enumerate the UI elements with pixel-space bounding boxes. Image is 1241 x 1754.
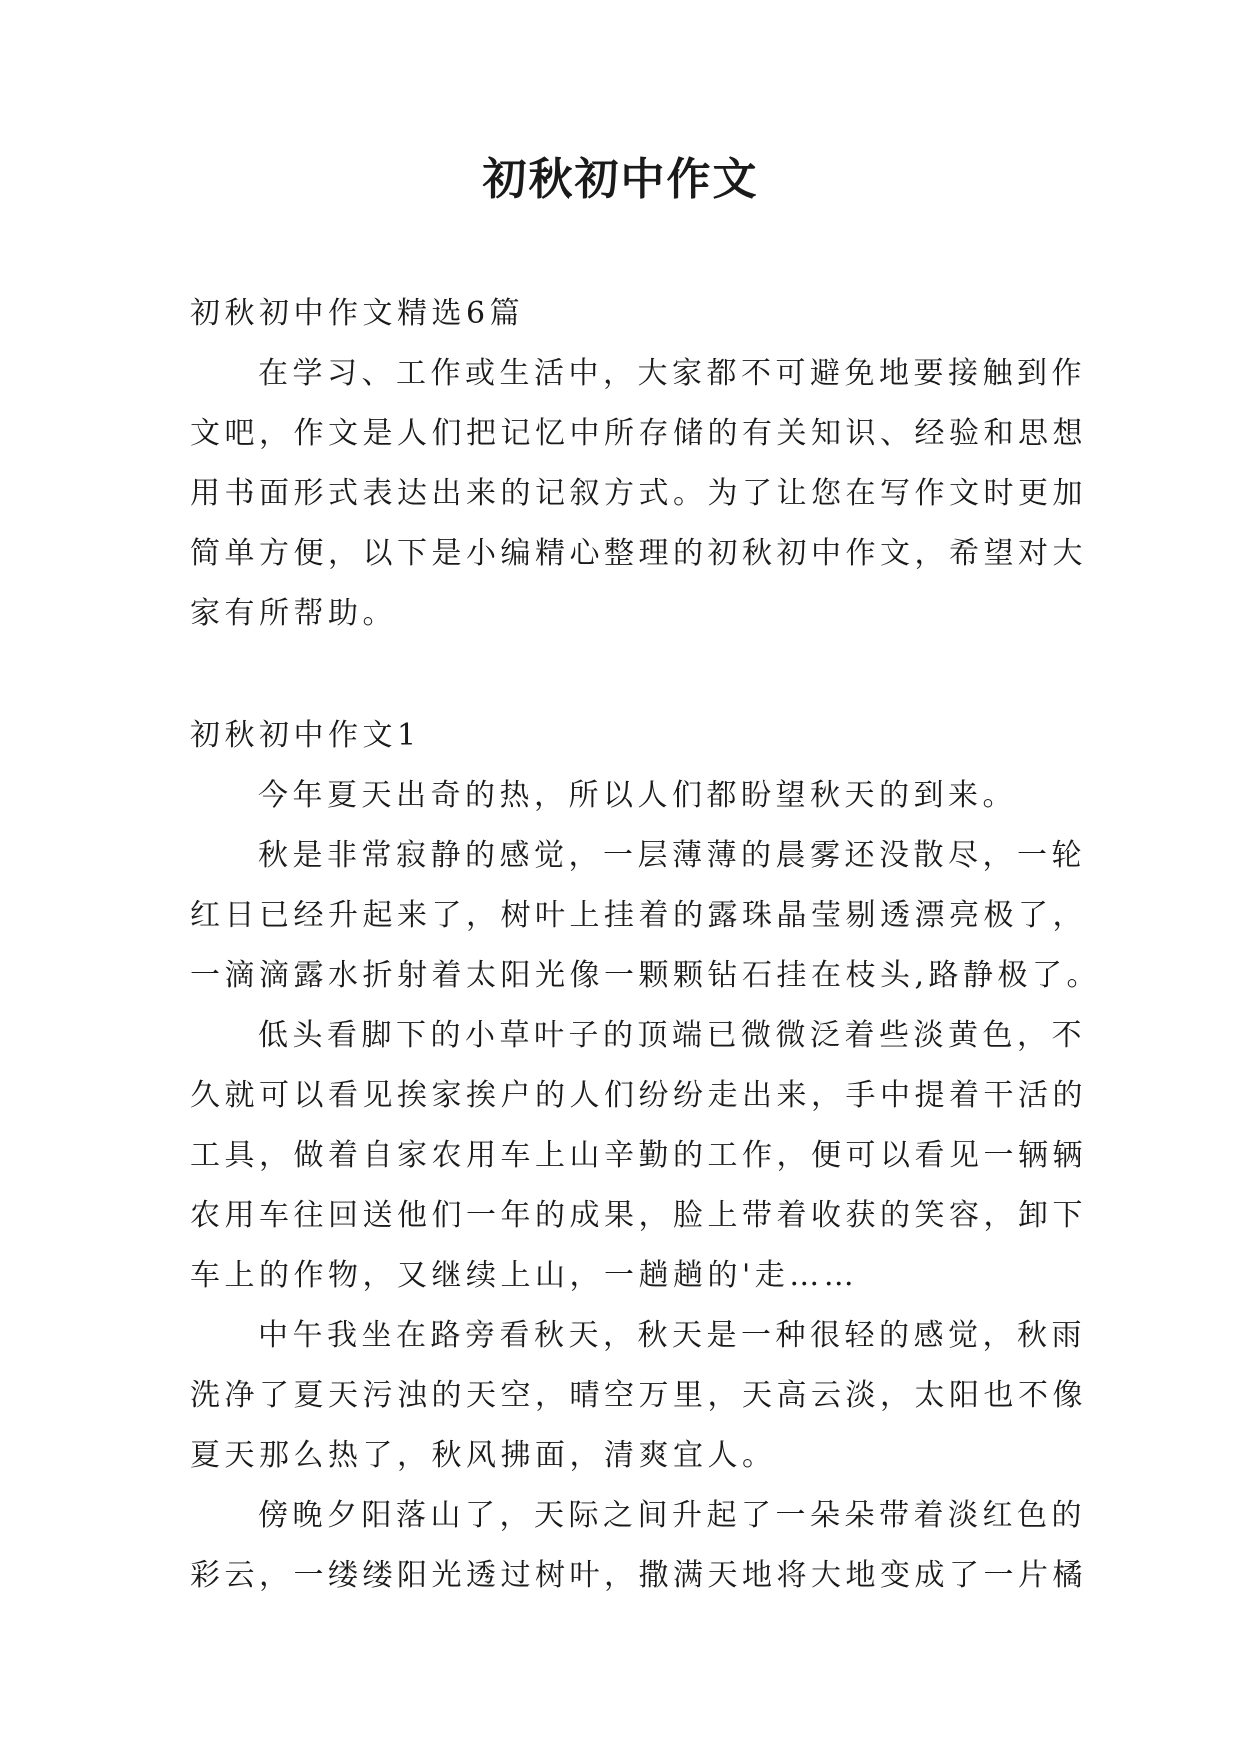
paragraph-line: 车上的作物，又继续上山，一趟趟的'走…… <box>190 1258 859 1293</box>
paragraph-line: 久就可以看见挨家挨户的人们纷纷走出来，手中提着干活的 <box>190 1078 1087 1113</box>
page-title: 初秋初中作文 <box>482 154 759 205</box>
paragraph-line: 秋是非常寂静的感觉，一层薄薄的晨雾还没散尽，一轮 <box>258 838 1086 873</box>
intro-line: 用书面形式表达出来的记叙方式。为了让您在写作文时更加 <box>190 476 1087 511</box>
paragraph-1 <box>190 766 1056 826</box>
section-gap <box>190 644 1056 706</box>
paragraph-line: 彩云，一缕缕阳光透过树叶，撒满天地将大地变成了一片橘 <box>190 1558 1087 1593</box>
section-heading: 初秋初中作文1 <box>190 718 421 753</box>
paragraph-line: 工具，做着自家农用车上山辛勤的工作，便可以看见一辆辆 <box>190 1138 1087 1173</box>
paragraph-line: 低头看脚下的小草叶子的顶端已微微泛着些淡黄色，不 <box>258 1018 1086 1053</box>
intro-line: 家有所帮助。 <box>190 596 397 631</box>
document-body <box>190 284 1102 1606</box>
paragraph-line: 洗净了夏天污浊的天空，晴空万里，天高云淡，太阳也不像 <box>190 1378 1087 1413</box>
paragraph-2 <box>190 826 1102 1006</box>
paragraph-line: 今年夏天出奇的热，所以人们都盼望秋天的到来。 <box>258 778 1017 813</box>
paragraph-line: 一滴滴露水折射着太阳光像一颗颗钻石挂在枝头,路静极了。 <box>190 958 1102 993</box>
intro-line: 文吧，作文是人们把记忆中所存储的有关知识、经验和思想 <box>190 416 1087 451</box>
paragraph-line: 红日已经升起来了，树叶上挂着的露珠晶莹剔透漂亮极了， <box>190 898 1087 933</box>
intro-line: 在学习、工作或生活中，大家都不可避免地要接触到作 <box>258 356 1086 391</box>
paragraph-line: 中午我坐在路旁看秋天，秋天是一种很轻的感觉，秋雨 <box>258 1318 1086 1353</box>
intro-paragraph <box>190 344 1087 644</box>
paragraph-line: 农用车往回送他们一年的成果，脸上带着收获的笑容，卸下 <box>190 1198 1087 1233</box>
document-subtitle: 初秋初中作文精选6篇 <box>190 296 525 331</box>
paragraph-4 <box>190 1306 1087 1486</box>
paragraph-line: 夏天那么热了，秋风拂面，清爽宜人。 <box>190 1438 777 1473</box>
paragraph-5 <box>190 1486 1087 1606</box>
paragraph-3 <box>190 1006 1087 1306</box>
intro-line: 简单方便，以下是小编精心整理的初秋初中作文，希望对大 <box>190 536 1087 571</box>
paragraph-line: 傍晚夕阳落山了，天际之间升起了一朵朵带着淡红色的 <box>258 1498 1086 1533</box>
